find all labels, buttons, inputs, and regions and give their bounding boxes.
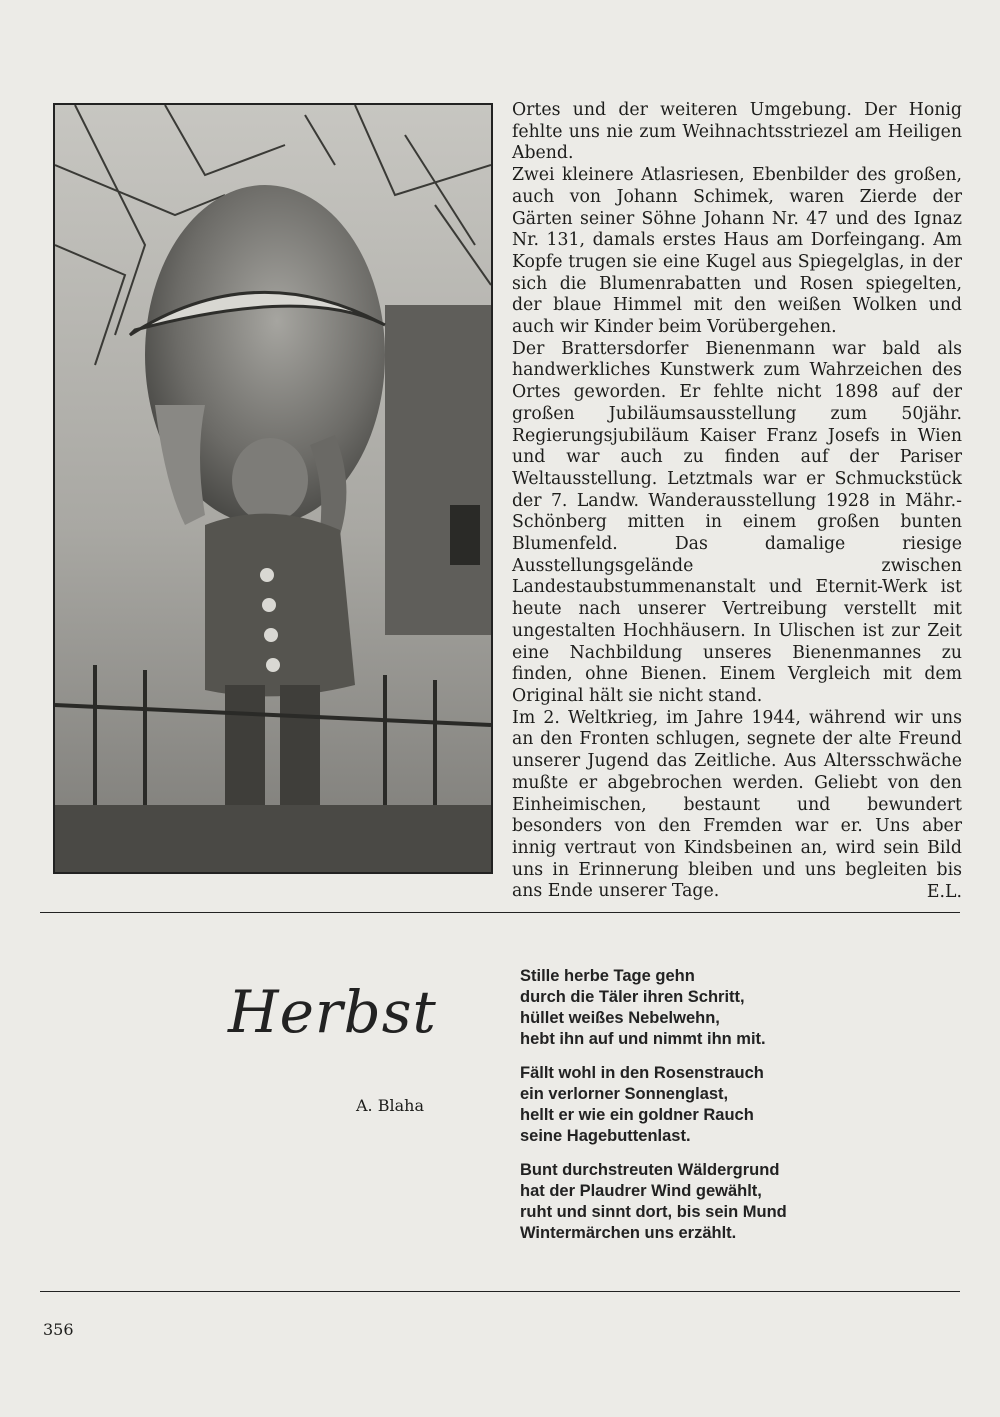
article-final-paragraph: [512, 708, 962, 903]
statue-body: [205, 514, 355, 697]
poem-line: ruht und sinnt dort, bis sein Mund: [520, 1203, 787, 1221]
poem-line: hat der Plaudrer Wind gewählt,: [520, 1182, 762, 1200]
article-paragraph: Zwei kleinere Atlasriesen, Ebenbilder des großen, auch von Johann Schimek, waren Zierde der Gärten seiner Söhne Johann Nr. 47 und des Ignaz Nr. 131, damals erstes Haus am Dorfeingang. Am Kopfe trugen sie eine Kugel aus Spiegelglas, in der sich die Blumenrabatten und Rosen spiegelten, der blaue Himmel mit den weißen Wolken und auch wir Kinder beim Vorübergehen.: [512, 165, 962, 338]
poem-stanza: [520, 966, 940, 1050]
divider-bottom: [40, 1291, 960, 1292]
poem-line: hebt ihn auf und nimmt ihn mit.: [520, 1030, 766, 1048]
poem-line: ein verlorner Sonnenglast,: [520, 1085, 729, 1103]
article-paragraph: Im 2. Weltkrieg, im Jahre 1944, während wir uns an den Fronten schlugen, segnete der alte Freund unserer Jugend das Zeitliche. Aus Altersschwäche mußte er abgebrochen werden. Geliebt von den Einheimischen, bestaunt und bewundert besonders von den Fremden war er. Uns aber innig vertraut von Kindsbeinen an, wird sein Bild uns in Erinnerung bleiben und uns begleiten bis ans Ende unserer Tage.: [512, 707, 962, 902]
poem-author: A. Blaha: [356, 1096, 424, 1115]
divider-top: [40, 912, 960, 913]
poem-line: hellt er wie ein goldner Rauch: [520, 1106, 754, 1124]
poem-title: Herbst: [228, 978, 437, 1046]
poem-line: Bunt durchstreuten Wäldergrund: [520, 1161, 780, 1179]
poem-stanza: [520, 1063, 940, 1147]
poem-line: Stille herbe Tage gehn: [520, 967, 695, 985]
article-paragraph: Ortes und der weiteren Umgebung. Der Honig fehlte uns nie zum Weihnachtsstriezel am Heiligen Abend.: [512, 100, 962, 164]
page-number: 356: [43, 1320, 74, 1339]
poem-line: durch die Täler ihren Schritt,: [520, 988, 745, 1006]
article-column: [512, 100, 962, 904]
article-signature: E.L.: [926, 882, 962, 903]
poem-stanza: [520, 1160, 940, 1244]
poem-line: Fällt wohl in den Rosenstrauch: [520, 1064, 764, 1082]
poem-line: Wintermärchen uns erzählt.: [520, 1224, 737, 1242]
poem-line: seine Hagebuttenlast.: [520, 1127, 691, 1145]
article-paragraph: Der Brattersdorfer Bienenmann war bald als handwerkliches Kunstwerk zum Wahrzeichen des Ortes geworden. Er fehlte nicht 1898 auf der großen Jubiläumsausstellung zum 50jähr. Regierungsjubiläum Kaiser Franz Josefs in Wien und war auch zu finden auf der Pariser Weltausstellung. Letztmals war er Schmuckstück der 7. Landw. Wanderausstellung 1928 in Mähr.-Schönberg mitten in einem großen bunten Blumenfeld. Das damalige riesige Ausstellungsgelände zwischen Landestaubstummenanstalt und Eternit-Werk ist heute nach unserer Vertreibung verstellt mit ungestalten Hochhäusern. In Ulischen ist zur Zeit eine Nachbildung unseres Bienenmannes zu finden, ohne Bienen. Einem Vergleich mit dem Original hält sie nicht stand.: [512, 338, 962, 706]
statue-photo: [53, 103, 493, 874]
poem-line: hüllet weißes Nebelwehn,: [520, 1009, 720, 1027]
poem-body: [520, 966, 940, 1257]
photo-illustration: [55, 105, 491, 872]
